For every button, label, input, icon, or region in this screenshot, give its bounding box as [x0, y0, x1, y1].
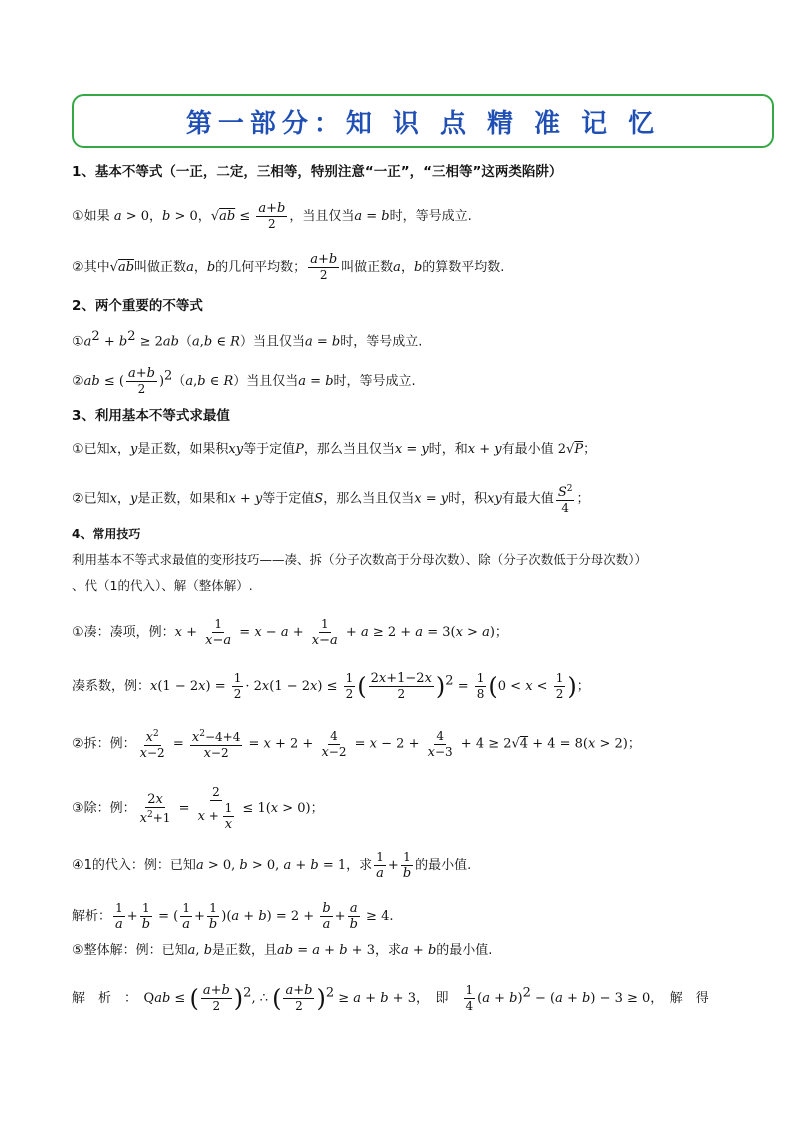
- trick-cou-coefficient: 凑系数，例：x(1 − 2x) = $\frac{1}{2}$ · 2x(1 − 2x) ≤ $\frac{1}{2}$ ( $\frac{2x+1-2x}{2}$ )$^2$ = $\frac{1}{8}$ (0 < x < $\frac{1}{2}$ )；: [72, 671, 590, 701]
- heading-basic-inequality: 1、基本不等式（一正，二定，三相等，特别注意“一正”，“三相等”这两类陷阱）: [72, 164, 563, 180]
- s1-item2: ②其中√ab叫做正数a，b的几何平均数； $\frac{a+b}{2}$ 叫做正数a，b的算数平均数.: [72, 252, 505, 282]
- heading-two-inequalities: 2、两个重要的不等式: [72, 298, 203, 314]
- tricks-intro-2: 、代（1的代入）、解（整体解）.: [72, 578, 253, 593]
- trick-cou-term: ①凑：凑项，例：x + $\frac{1}{x-a}$ = x − a + $\frac{1}{x-a}$ + a ≥ 2 + a = 3(x > a)；: [72, 617, 508, 648]
- trick-whole-solution: 解 析 ： Qab ≤ ( $\frac{a+b}{2}$ )$^2$, ∴ ( $\frac{a+b}{2}$ )$^2$ ≥ a + b + 3， 即 $\frac{1}{4}$ $(a + b)^2 - (a + b) - 3 \ge 0$， 解 得: [72, 983, 709, 1013]
- trick-substitute-solution: 解析： $\frac{1}{a}$ + $\frac{1}{b}$ = ( $\frac{1}{a}$ + $\frac{1}{b}$ )(a + b) = 2 + $\frac{b}{a}$ + $\frac{a}{b}$ ≥ 4.: [72, 901, 394, 932]
- trick-substitute-one: ④1的代入：例：已知a > 0, b > 0, a + b = 1，求 $\frac{1}{a}$ + $\frac{1}{b}$ 的最小值.: [72, 850, 472, 881]
- s2-item2: ②ab ≤ ( $\frac{a+b}{2}$ )$^2$（a,b ∈ R）当且仅当a = b时，等号成立.: [72, 366, 416, 396]
- s3-item1: ①已知x，y是正数，如果积xy等于定值P，那么当且仅当x = y时，和x + y有最小值 2√P；: [72, 442, 597, 457]
- s3-item2: ②已知x，y是正数，如果和x + y等于定值S，那么当且仅当x = y时，积xy有最大值 $\frac{S^2}{4}$ ；: [72, 484, 590, 515]
- s1-item1: ①如果 a > 0，b > 0，√ab ≤ $\frac{a+b}{2}$ ，当且仅当a = b时，等号成立.: [72, 201, 472, 231]
- heading-find-extremum: 3、利用基本不等式求最值: [72, 408, 230, 424]
- banner-title: 第一部分：知 识 点 精 准 记 忆: [185, 108, 661, 139]
- heading-tricks: 4、常用技巧: [72, 527, 141, 541]
- section-banner: [72, 94, 774, 148]
- tricks-intro-1: 利用基本不等式求最值的变形技巧——凑、拆（分子次数高于分母次数）、除（分子次数低于分母次数））: [72, 552, 648, 567]
- trick-divide: ③除：例： $\frac{2x}{x^2+1}$ = 2 x + $\frac{1}{x}$ ≤ 1(x > 0)；: [72, 785, 324, 832]
- s2-item1: $①a^2 + b^2 \ge 2ab(a,b$ ∈ R）当且仅当a = b时，等号成立.: [72, 329, 423, 350]
- trick-whole-solve: ⑤整体解：例：已知a, b是正数，且ab = a + b + 3，求a + b的最小值.: [72, 943, 493, 958]
- trick-split: ②拆：例： $\frac{x^2}{x-2}$ = $\frac{x^2-4+4}{x-2}$ = x + 2 + $\frac{4}{x-2}$ = x − 2 + $\frac{4}{x-3}$ + 4 ≥ 2√4 + 4 = 8(x > 2)；: [72, 728, 641, 761]
